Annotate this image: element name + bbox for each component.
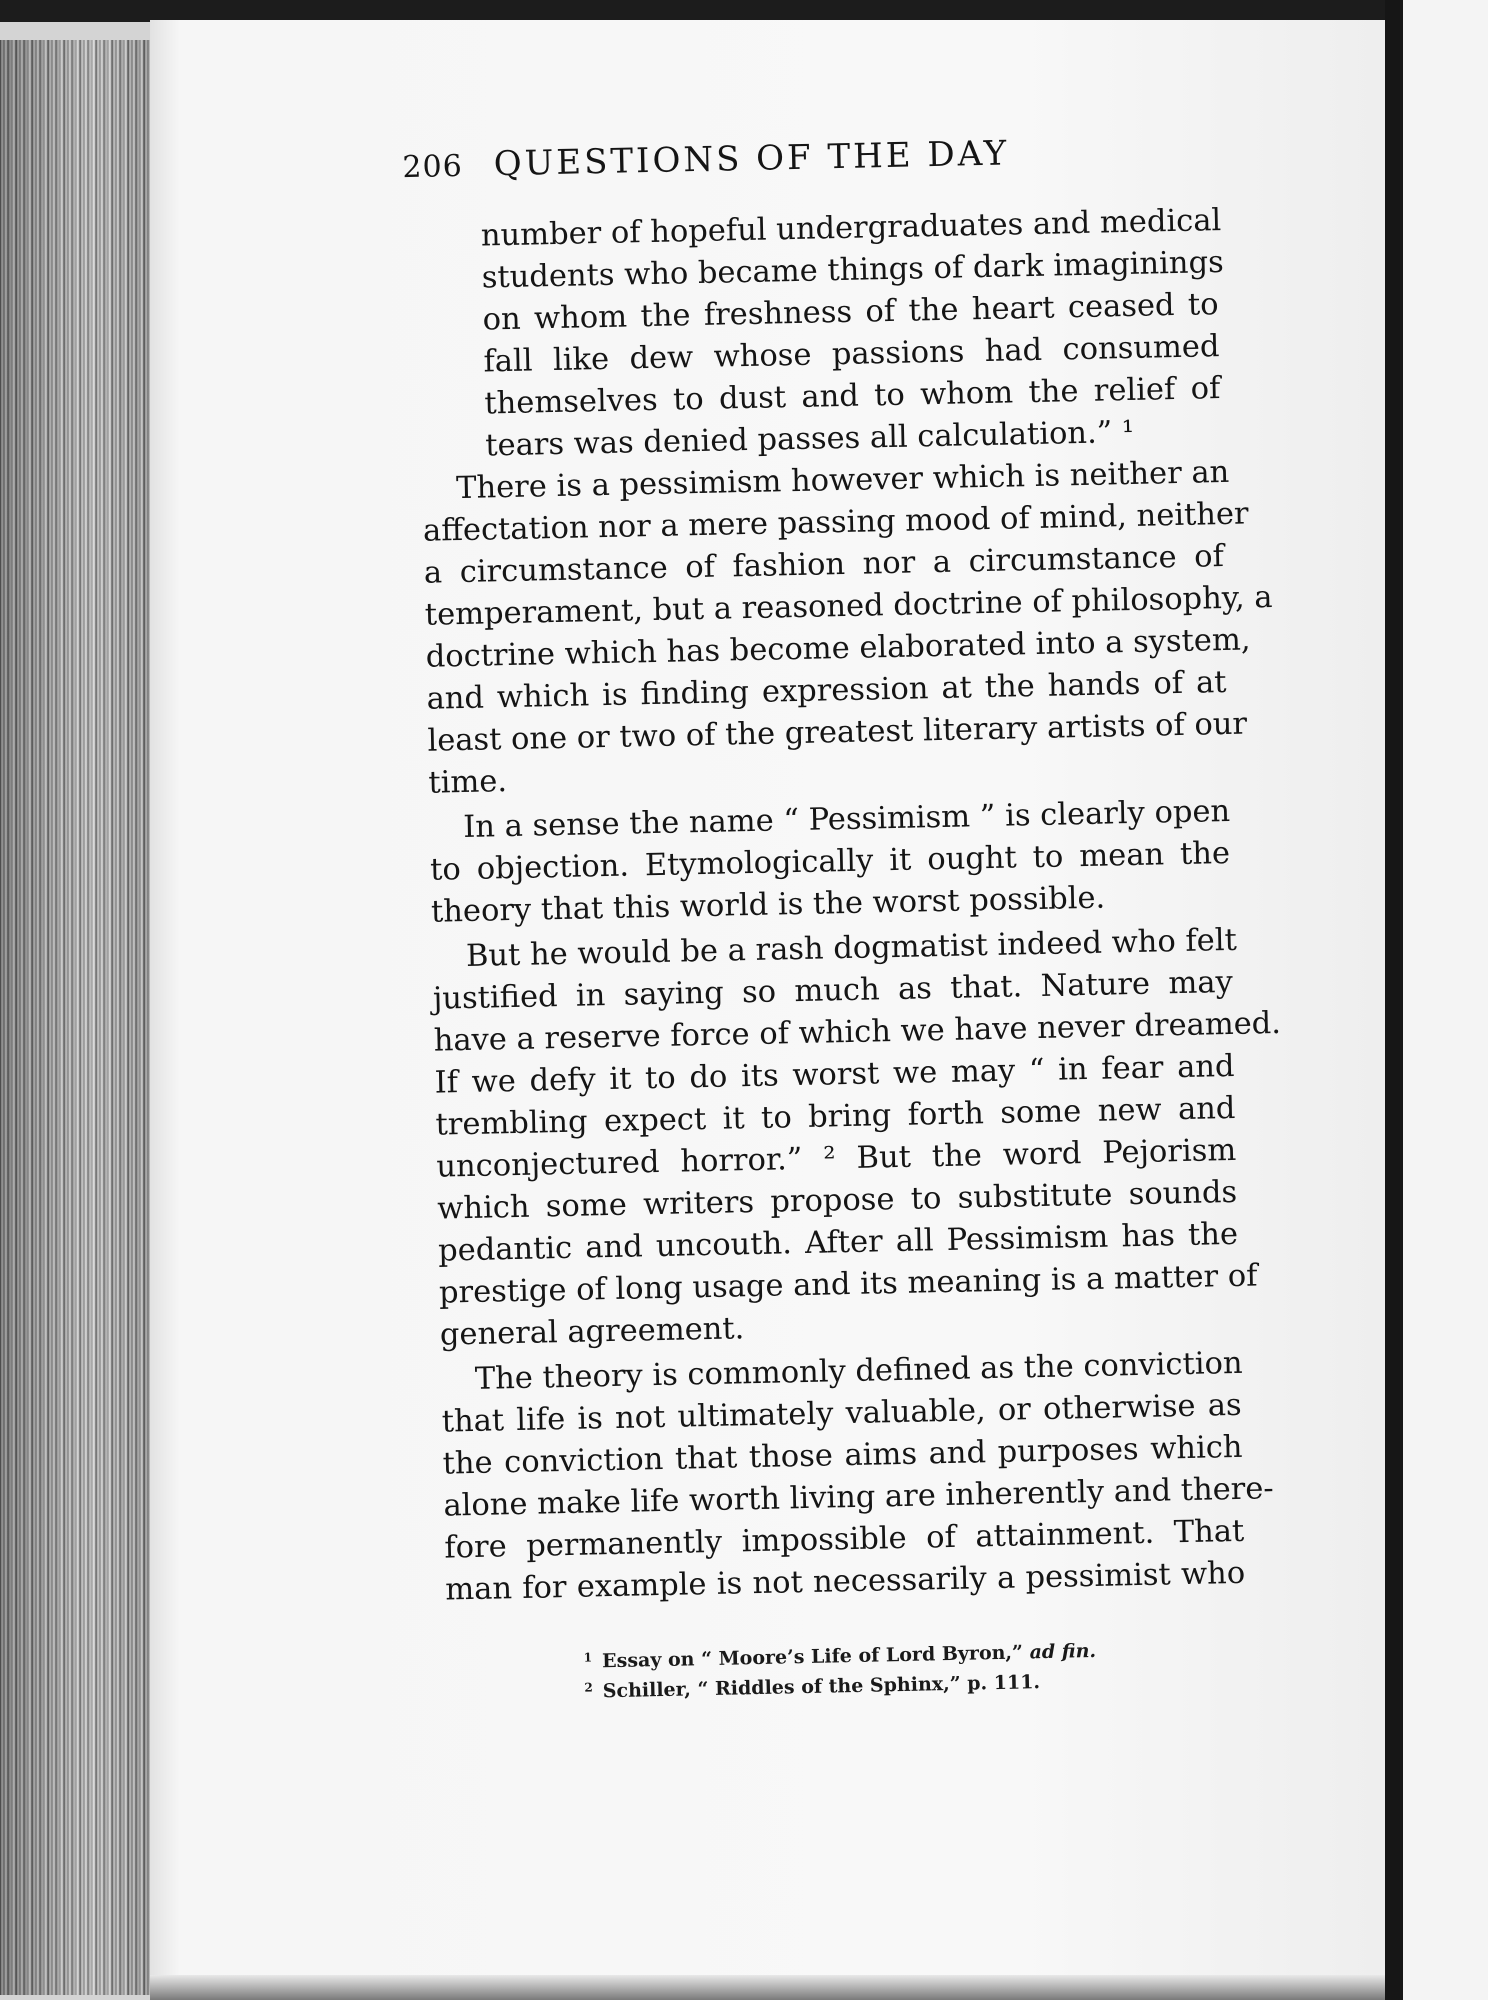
body-line: pedantic and uncouth. After all Pessimism has the bbox=[437, 1216, 1239, 1269]
body-line: alone make life worth living are inherently and there- bbox=[443, 1471, 1275, 1524]
body-line: prestige of long usage and its meaning is a matter of bbox=[438, 1258, 1258, 1311]
footnote-mark: 1 bbox=[583, 1650, 593, 1665]
body-line: time. bbox=[428, 764, 508, 801]
body-line: a circumstance of fashion nor a circumstance of bbox=[423, 539, 1225, 591]
body-line: If we defy it to do its worst we may “ in fear and bbox=[434, 1048, 1235, 1101]
body-line: temperament, but a reasoned doctrine of philosophy, a bbox=[424, 580, 1273, 633]
body-line: which some writers propose to substitute sounds bbox=[436, 1174, 1238, 1227]
body-line: doctrine which has become elaborated into a system, bbox=[425, 622, 1251, 675]
body-line: that life is not ultimately valuable, or otherwise as bbox=[441, 1387, 1242, 1440]
body-line: general agreement. bbox=[439, 1311, 745, 1353]
body-line: There is a pessimism however which is neither an bbox=[455, 454, 1230, 507]
footnote-text: Essay on “ Moore’s Life of Lord Byron,” bbox=[601, 1641, 1030, 1673]
body-line: The theory is commonly defined as the conviction bbox=[474, 1345, 1243, 1397]
body-line: the conviction that those aims and purposes which bbox=[442, 1429, 1243, 1482]
footnote-mark: 2 bbox=[584, 1680, 593, 1695]
body-line: students who became things of dark imaginings bbox=[481, 244, 1225, 296]
body-line: number of hopeful undergraduates and medical bbox=[480, 203, 1222, 254]
body-line: to objection. Etymologically it ought to mean the bbox=[429, 835, 1231, 888]
body-line: But he would be a rash dogmatist indeed who felt bbox=[465, 922, 1238, 974]
body-line: In a sense the name “ Pessimism ” is clearly open bbox=[462, 793, 1231, 846]
body-line: unconjectured horror.” ² But the word Pejorism bbox=[436, 1132, 1237, 1185]
running-title: QUESTIONS OF THE DAY bbox=[493, 133, 1010, 185]
body-line: themselves to dust and to whom the relief of bbox=[484, 371, 1221, 422]
footnote-text: Schiller, “ Riddles of the Sphinx,” p. 111. bbox=[602, 1671, 1041, 1703]
body-line: and which is finding expression at the hands of at bbox=[426, 665, 1227, 717]
body-line: theory that this world is the worst possible. bbox=[430, 880, 1106, 930]
body-line: tears was denied passes all calculation.” ¹ bbox=[484, 414, 1135, 464]
body-line: affectation nor a mere passing mood of mind, neither bbox=[422, 496, 1249, 549]
body-line: justified in saying so much as that. Nature may bbox=[432, 964, 1234, 1017]
body-line: on whom the freshness of the heart ceased to bbox=[482, 287, 1219, 338]
footnote-italic: ad fin. bbox=[1029, 1639, 1097, 1664]
page-number: 206 bbox=[402, 148, 464, 186]
body-line: man for example is not necessarily a pessimist who bbox=[444, 1555, 1246, 1608]
running-header bbox=[402, 131, 1103, 196]
body-line: have a reserve force of which we have never dreamed. bbox=[433, 1005, 1282, 1059]
body-line: fall like dew whose passions had consumed bbox=[483, 329, 1220, 380]
body-line: fore permanently impossible of attainment. That bbox=[444, 1513, 1245, 1566]
body-line: least one or two of the greatest literary artists of our bbox=[427, 706, 1248, 759]
body-line: trembling expect it to bring forth some new and bbox=[435, 1090, 1236, 1143]
